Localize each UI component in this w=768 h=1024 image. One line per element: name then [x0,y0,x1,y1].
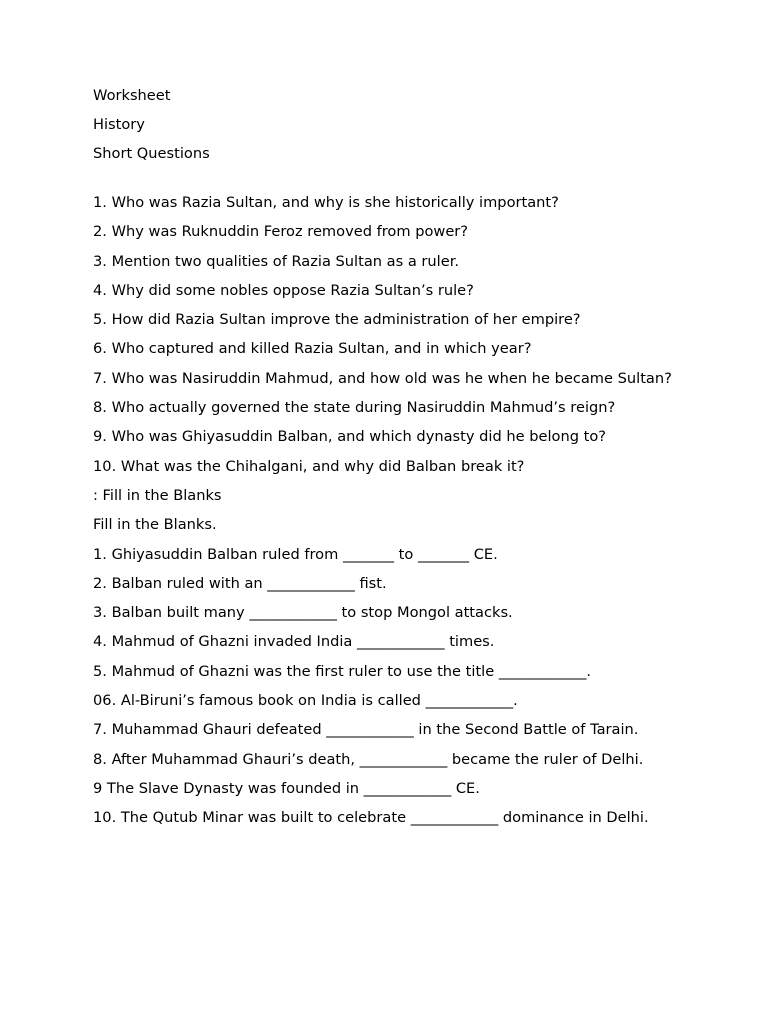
blank-item: 06. Al-Biruni’s famous book on India is called ____________. [93,692,518,710]
blank-item: 1. Ghiyasuddin Balban ruled from _______ to _______ CE. [93,545,498,563]
worksheet-content [93,86,678,838]
question-item: 10. What was the Chihalgani, and why did Balban break it? [93,457,525,475]
question-item: 9. Who was Ghiyasuddin Balban, and which dynasty did he belong to? [93,428,606,446]
question-item: 4. Why did some nobles oppose Razia Sultan’s rule? [93,281,474,299]
question-item: 1. Who was Razia Sultan, and why is she historically important? [93,194,559,211]
worksheet-title: Worksheet [93,87,171,104]
question-item: 7. Who was Nasiruddin Mahmud, and how old was he when he became Sultan? [93,369,672,387]
section-label: Short Questions [93,145,210,162]
spacer [93,173,678,193]
question-item: 6. Who captured and killed Razia Sultan, and in which year? [93,340,532,358]
blank-item: 10. The Qutub Minar was built to celebrate ____________ dominance in Delhi. [93,809,649,827]
fill-blanks-heading: : Fill in the Blanks [93,486,222,504]
question-item: 8. Who actually governed the state during Nasiruddin Mahmud’s reign? [93,399,616,417]
blank-item: 3. Balban built many ____________ to stop Mongol attacks. [93,604,513,622]
question-item: 2. Why was Ruknuddin Feroz removed from power? [93,223,469,241]
fill-blanks-list [93,545,678,828]
blank-item: 5. Mahmud of Ghazni was the first ruler to use the title ____________. [93,662,592,680]
subject-label: History [93,116,145,133]
blank-item: 7. Muhammad Ghauri defeated ____________ in the Second Battle of Tarain. [93,721,639,739]
short-questions-list [93,193,678,476]
blank-item: 9 The Slave Dynasty was founded in ____________ CE. [93,779,480,797]
blank-item: 2. Balban ruled with an ____________ fist. [93,574,387,592]
question-item: 5. How did Razia Sultan improve the administration of her empire? [93,311,581,329]
question-item: 3. Mention two qualities of Razia Sultan as a ruler. [93,252,459,270]
blank-item: 8. After Muhammad Ghauri’s death, ____________ became the ruler of Delhi. [93,750,644,768]
blank-item: 4. Mahmud of Ghazni invaded India ____________ times. [93,633,495,651]
fill-blanks-subheading: Fill in the Blanks. [93,516,217,534]
